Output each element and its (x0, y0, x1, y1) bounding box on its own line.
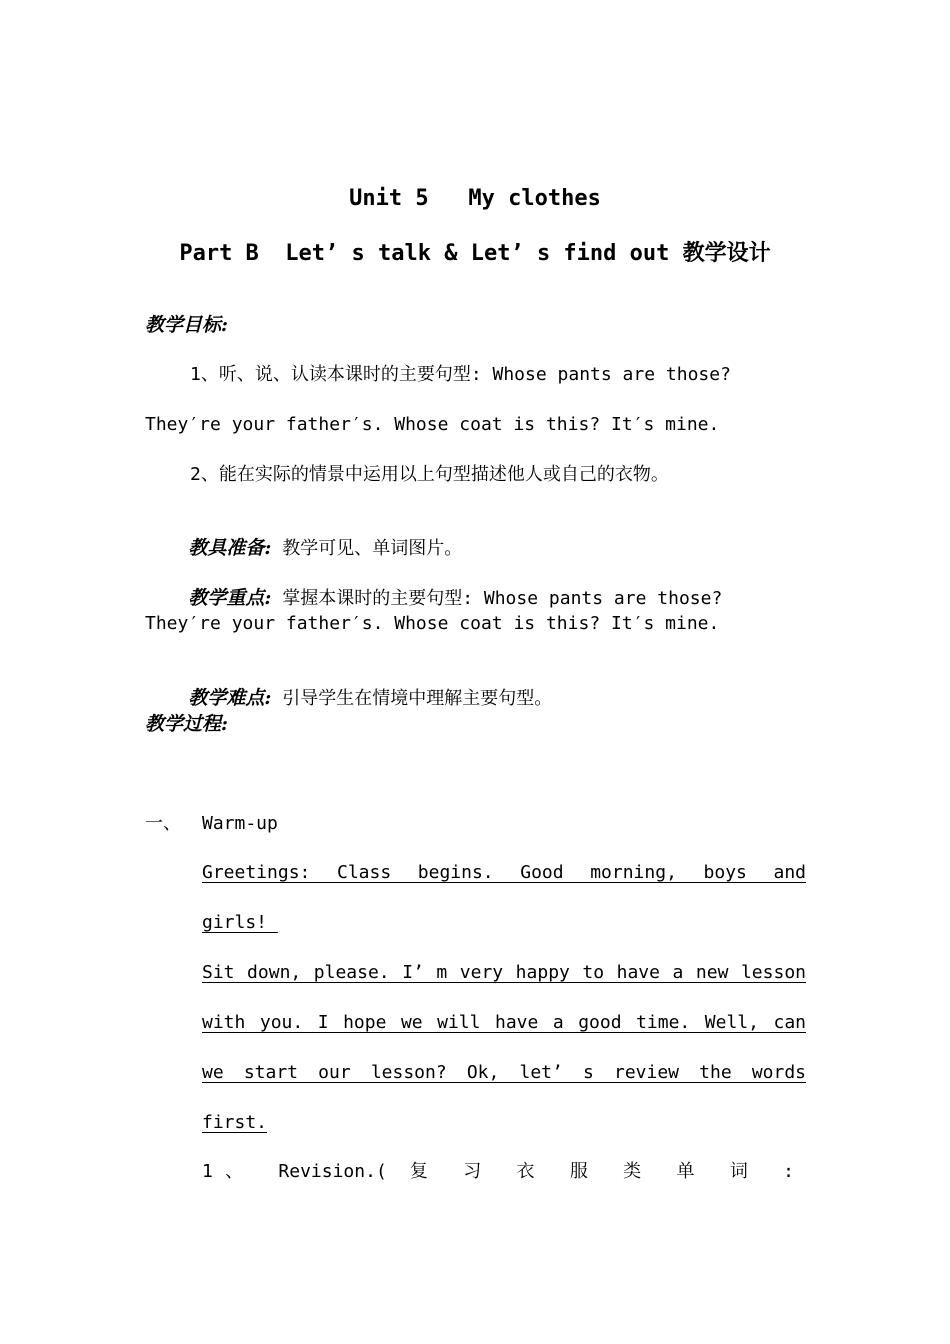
objective-2: 2、能在实际的情景中运用以上句型描述他人或自己的衣物。 (190, 464, 669, 485)
greeting-line-3: Sit down, please. I’ m very happy to have a new lesson (202, 962, 806, 983)
objective-1-line-2: They′re your father′s. Whose coat is this? It′s mine. (145, 414, 720, 435)
key-points-line-2: They′re your father′s. Whose coat is this? It′s mine. (145, 613, 720, 634)
revision-line: 1、 Revision.( 复 习 衣 服 类 单 词 : (202, 1161, 794, 1182)
difficulty-text: 引导学生在情境中理解主要句型。 (271, 688, 553, 709)
key-points-text: 掌握本课时的主要句型: Whose pants are those? (271, 588, 723, 609)
document-title: Unit 5 My clothes (349, 186, 601, 211)
objective-1-line-1: 1、听、说、认读本课时的主要句型: Whose pants are those? (190, 364, 731, 385)
warmup-title: Warm-up (202, 813, 278, 834)
greeting-line-6: first. (202, 1112, 268, 1133)
greeting-line-2: girls! (202, 912, 278, 933)
greeting-line-5: we start our lesson? Ok, let’ s review the words (202, 1062, 806, 1083)
difficulty-label: 教学难点: (188, 687, 272, 709)
prep-label: 教具准备: (188, 537, 272, 559)
process-label: 教学过程: (145, 713, 229, 735)
prep-text: 教学可见、单词图片。 (271, 538, 463, 559)
greeting-line-4: with you. I hope we will have a good time. Well, can (202, 1012, 806, 1033)
document-subtitle: Part B Let’ s talk & Let’ s find out 教学设计 (179, 241, 771, 266)
key-points-label: 教学重点: (188, 587, 272, 609)
warmup-number: 一、 (145, 813, 181, 834)
greeting-line-1: Greetings: Class begins. Good morning, boys and (202, 862, 806, 883)
objectives-label: 教学目标: (145, 314, 229, 336)
